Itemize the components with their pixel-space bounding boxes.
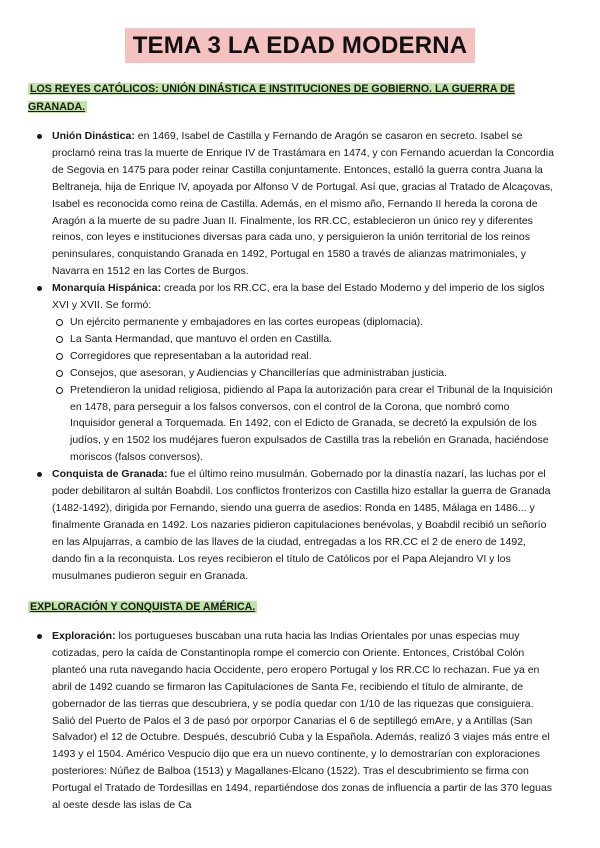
sub-item-corregidores (0, 348, 600, 365)
sub-item-inquisicion (0, 382, 600, 467)
item-label: Conquista de Granada: (52, 468, 168, 481)
page-title: TEMA 3 LA EDAD MODERNA (125, 28, 476, 63)
sub-item-text: Consejos, que asesoran, y Audiencias y Chancillerías que administraban justicia. (70, 366, 448, 379)
circle-bullet-icon (56, 336, 63, 343)
sub-item-text: Pretendieron la unidad religiosa, pidiendo al Papa la autorización para crear el Tribunal de la Inquisición en 1478, para perseguir a los falsos conversos, con el control de la Corona, que nombró como Inquisidor general a Torquemada. En 1492, con el Edicto de Granada, se decretó la expulsión de los judíos, y en 1502 los mudéjares fueron expulsados de Castilla tras la rebelión en Granada, haciéndose moriscos (falsos conversos). (70, 383, 553, 464)
section-1-list (0, 128, 600, 584)
section-heading-text: LOS REYES CATÓLICOS: UNIÓN DINÁSTICA E INSTITUCIONES DE GOBIERNO. LA GUERRA DE GRANADA. (28, 83, 515, 113)
sub-item-consejos (0, 365, 600, 382)
bullet-icon (37, 286, 42, 291)
list-item-union-dinastica (0, 128, 600, 280)
section-heading-exploracion-america (28, 598, 558, 616)
item-text: los portugueses buscaban una ruta hacia las Indias Orientales por unas especias muy cotizadas, pero la caída de Constantinopla rompe el comercio con Oriente. Entonces, Cristóbal Colón planteó una ruta navegando hacia Occidente, pero eropero Portugal y los RR.CC lo rechazan. Fue ya en abril de 1492 cuando se firmaron las Capitulaciones de Santa Fe, recibiendo el título de almirante, de gobernador de las tierras que descubriera, y se podía quedar con 1/10 de las riquezas que consiguiera. Salió del Puerto de Palos el 3 de pasó por orporpor Canarias el 6 de septillegó emAre, y a Antillas (San Salvador) el 12 de Octubre. Después, descubrió Cuba y la Española. Además, realizó 3 viajes más entre el 1493 y el 1504. Américo Vespucio dijo que era un nuevo continente, y lo demostrarían con exploraciones posteriores: Núñez de Balboa (1513) y Magallanes-Elcano (1522). Tras el descubrimiento se firma con Portugal el Tratado de Tordesillas en 1494, repartiéndose dos zonas de influencia a partir de las 370 leguas al oeste desde las islas de Ca (52, 630, 553, 812)
item-text: en 1469, Isabel de Castilla y Fernando de Aragón se casaron en secreto. Isabel se proclamó reina tras la muerte de Enrique IV de Trastámara en 1474, y con Fernando acuerdan la Concordia de Segovia en 1475 para poder reinar Castilla conjuntamente. Entonces, estalló la guerra contra Juana la Beltraneja, hija de Enrique IV, apoyada por Alfonso V de Portugal. Así que, gracias al Tratado de Alcaçovas, Isabel es reconocida como reina de Castilla. Además, en el mismo año, Fernando II hereda la corona de Aragón a la muerte de su padre Juan II. Finalmente, los RR.CC, establecieron un único rey y diferentes reinos, con leyes e instituciones diversas para cada uno, y persiguieron la unión territorial de los reinos peninsulares, conquistando Granada en 1492, Portugal en 1580 a través de alianzas matrimoniales, y Navarra en 1512 en las Cortes de Burgos. (52, 130, 554, 278)
item-label: Exploración: (52, 630, 116, 642)
list-item-exploracion (0, 628, 600, 814)
sub-item-text: La Santa Hermandad, que mantuvo el orden en Castilla. (70, 332, 333, 345)
sub-item-santa-hermandad (0, 331, 600, 348)
section-2-list (0, 628, 600, 814)
circle-bullet-icon (56, 387, 63, 394)
circle-bullet-icon (56, 370, 63, 377)
item-text: creada por los RR.CC, era la base del Estado Moderno y del imperio de los siglos XVI y XVII. Se formó: (52, 282, 545, 312)
sub-item-ejercito (0, 314, 600, 331)
bullet-icon (37, 134, 42, 139)
sub-item-text: Corregidores que representaban a la autoridad real. (70, 349, 312, 362)
section-heading-reyes-catolicos (28, 80, 558, 116)
title-area (0, 28, 600, 63)
bullet-icon (37, 634, 42, 639)
bullet-icon (37, 472, 42, 477)
item-label: Monarquía Hispánica: (52, 282, 162, 295)
list-item-monarquia-hispanica (0, 280, 600, 314)
item-text: fue el último reino musulmán. Gobernado por la dinastía nazarí, las luchas por el poder debilitaron al sultán Boabdil. Los conflictos fronterizos con Castilla hizo estallar la guerra de Granada (1482-1492), dirigida por Fernando, siendo una guerra de asedios: Ronda en 1485, Málaga en 1486... y finalmente Granada en 1492. Los nazaries pidieron capitulaciones benévolas, y Boabdil recibió un señorío en las Alpujarras, a cambio de las llaves de la ciudad, entregadas a los RR.CC el 2 de enero de 1492, dando fin a la reconquista. Los reyes recibieron el título de Católicos por el Papa Alejandro VI y los musulmanes pudieron seguir en Granada. (52, 468, 551, 582)
item-label: Unión Dinástica: (52, 130, 135, 142)
circle-bullet-icon (56, 353, 63, 360)
circle-bullet-icon (56, 319, 63, 326)
list-item-conquista-granada (0, 466, 600, 584)
section-heading-text: EXPLORACIÓN Y CONQUISTA DE AMÉRICA. (30, 601, 256, 613)
sub-item-text: Un ejército permanente y embajadores en las cortes europeas (diplomacia). (70, 315, 424, 328)
